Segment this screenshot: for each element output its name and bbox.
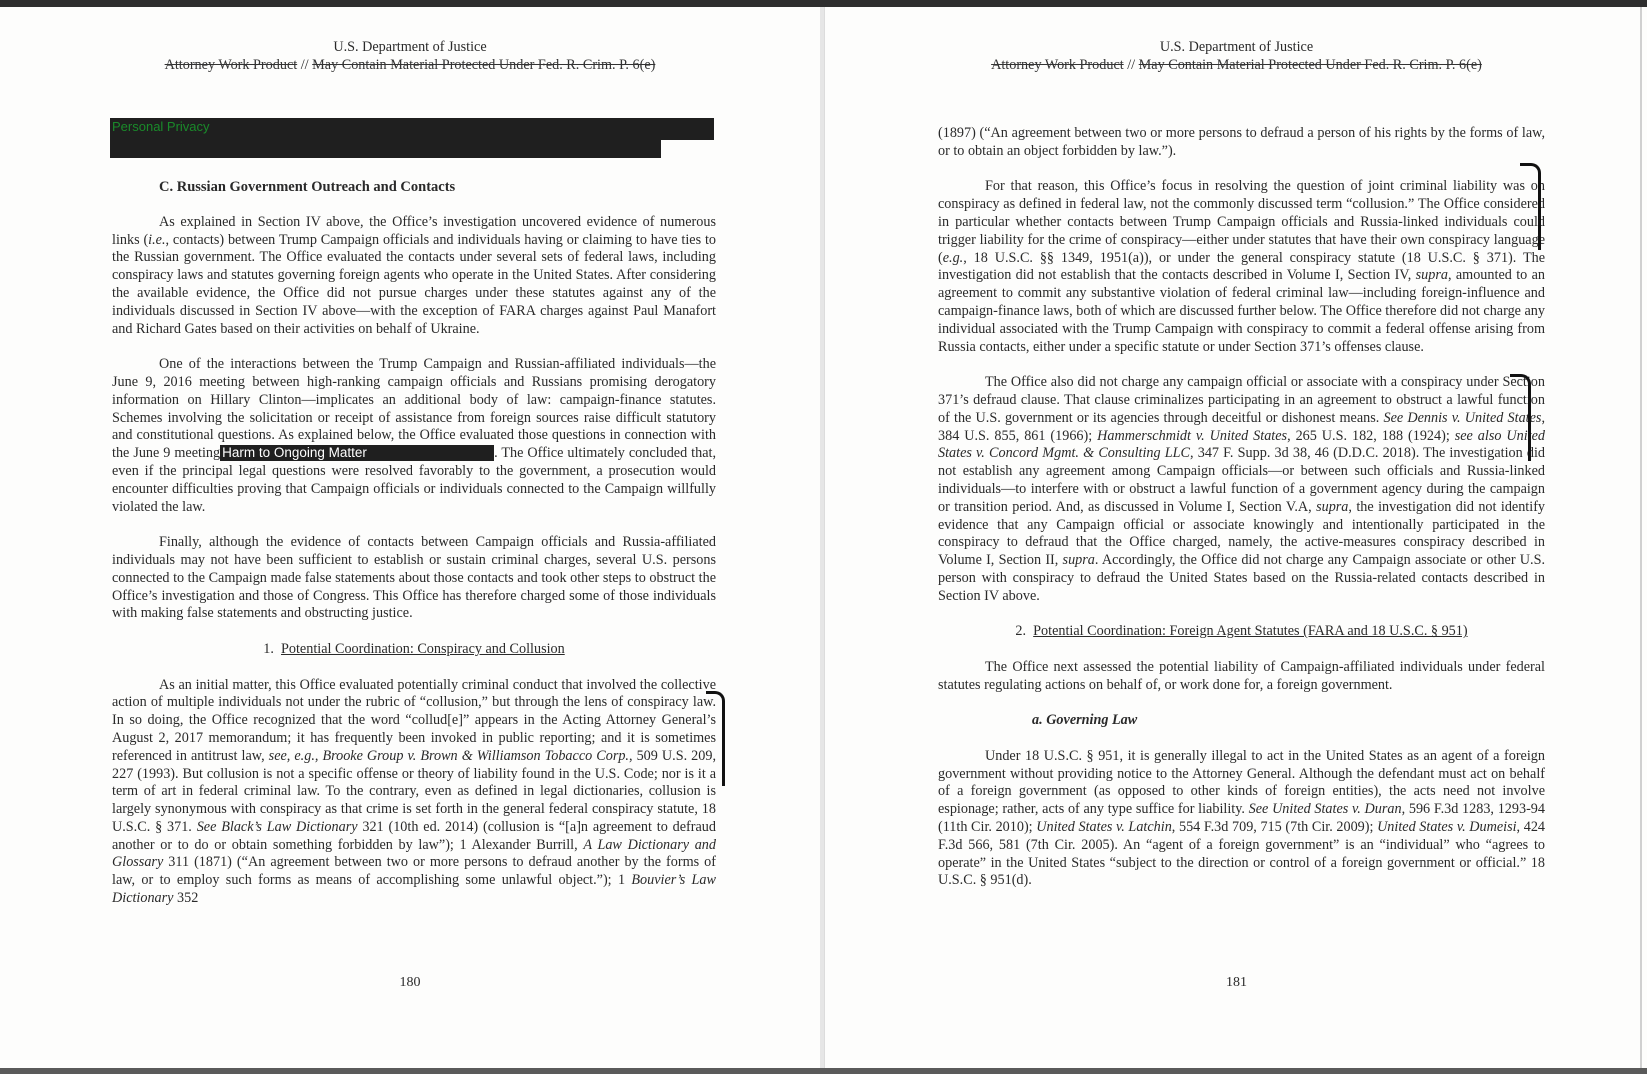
redaction-personal-privacy <box>110 118 714 158</box>
redaction-harm-to-ongoing-matter: Harm to Ongoing Matter <box>220 445 494 461</box>
paragraph: The Office next assessed the potential liability of Campaign-affiliated individuals under federal statutes regulating actions on behalf of, or work done for, a foreign government. <box>938 658 1545 693</box>
page-body <box>938 125 1545 890</box>
page-number: 181 <box>1226 975 1247 990</box>
paragraph: Finally, although the evidence of contacts between Campaign officials and Russia-affiliated individuals may not have been sufficient to establish or sustain criminal charges, several U.S. persons connected to the Campaign made false statements about those contacts and took other steps to obstruct the Office’s investigation and those of Congress. This Office has therefore charged some of those individuals with making false statements and obstructing justice. <box>112 534 716 622</box>
page-body <box>112 179 716 908</box>
subheading-governing-law: a. Governing Law <box>1032 712 1138 729</box>
viewer-bottom-bar <box>0 1068 1647 1074</box>
handwritten-bracket-annotation <box>1520 163 1541 250</box>
header-title: U.S. Department of Justice <box>1159 39 1314 55</box>
page-180 <box>0 7 820 1068</box>
subheading: 2. Potential Coordination: Foreign Agent Statutes (FARA and 18 U.S.C. § 951) <box>1015 623 1468 640</box>
header-marking: Attorney Work Product // May Contain Material Protected Under Fed. R. Crim. P. 6(e) <box>991 57 1482 73</box>
page-number: 180 <box>399 975 421 990</box>
section-title: C. Russian Government Outreach and Contacts <box>159 179 456 195</box>
page-header <box>0 38 820 74</box>
viewer-top-bar <box>0 0 1647 7</box>
header-title: U.S. Department of Justice <box>333 39 487 55</box>
paragraph: As explained in Section IV above, the Office’s investigation uncovered evidence of numerous links (i.e., contacts) between Trump Campaign officials and individuals having or claiming to have ties to the Russian government. The Office evaluated the contacts under several sets of federal laws, including conspiracy laws and statutes governing foreign agents who operate in the United States. After considering the available evidence, the Office did not pursue charges under these statutes against any of the individuals discussed in Section IV above—with the exception of FARA charges against Paul Manafort and Richard Gates based on their activities on behalf of Ukraine. <box>112 213 716 337</box>
paragraph: One of the interactions between the Trump Campaign and Russian-affiliated individuals—the June 9, 2016 meeting between high-ranking campaign officials and Russians promising derogatory information on Hillary Clinton—implicates an additional body of law: campaign-finance statutes. Schemes involving the solicitation or receipt of assistance from foreign sources raise difficult statutory and constitutional questions. As explained below, the Office evaluated those questions in connection with the June 9 meeting Harm to Ongoing Matter . The Office ultimately concluded that, even if the principal legal questions were resolved favorably to the government, a prosecution would encounter difficulties proving that Campaign officials or individuals connected to the Campaign willfully violated the law. <box>112 356 716 515</box>
paragraph: Under 18 U.S.C. § 951, it is generally illegal to act in the United States as an agent of a foreign government without providing notice to the Attorney General. Although the defendant must act on behalf of a foreign government (as opposed to other kinds of foreign entities), the acts need not involve espionage; rather, acts of any type suffice for liability. See United States v. Duran, 596 F.3d 1283, 1293-94 (11th Cir. 2010); United States v. Latchin, 554 F.3d 709, 715 (7th Cir. 2009); United States v. Dumeisi, 424 F.3d 566, 581 (7th Cir. 2005). An “agent of a foreign government” is an “individual” who “agrees to operate” in the United States “subject to the direction or control of a foreign government or official.” 18 U.S.C. § 951(d). <box>938 747 1546 889</box>
paragraph: (1897) (“An agreement between two or more persons to defraud a person of his rights by the forms of law, or to obtain an object forbidden by law.”). <box>938 125 1545 159</box>
paragraph: The Office also did not charge any campaign official or associate with a conspiracy under Section 371’s defraud clause. That clause criminalizes participating in an agreement to obstruct a lawful function of the U.S. government or its agencies through deceitful or dishonest means. See Dennis v. United States, 384 U.S. 855, 861 (1966); Hammerschmidt v. United States, 265 U.S. 182, 188 (1924); see also United States v. Concord Mgmt. & Consulting LLC, 347 F. Supp. 3d 38, 46 (D.D.C. 2018). The investigation did not establish any agreement among Campaign officials—or between such officials and Russia-linked individuals—to interfere with or obstruct a lawful function of a government agency during the campaign or transition period. And, as discussed in Volume I, Section V.A, supra, the investigation did not identify evidence that any Campaign official or associate knowingly and intentionally participated in the conspiracy to defraud that the Office charged, namely, the active-measures conspiracy described in Volume I, Section II, supra. Accordingly, the Office did not charge any Campaign associate or other U.S. person with conspiracy to defraud the United States based on the Russia-related contacts described in Section IV above. <box>938 374 1546 604</box>
paragraph: For that reason, this Office’s focus in resolving the question of joint criminal liability was on conspiracy as defined in federal law, not the commonly discussed term “collusion.” The Office considered in particular whether contacts between Trump Campaign officials and Russia-linked individuals could trigger liability for the crime of conspiracy—either under statutes that have their own conspiracy language (e.g., 18 U.S.C. §§ 1349, 1951(a)), or under the general conspiracy statute (18 U.S.C. § 371). The investigation did not establish that the contacts described in Volume I, Section IV, supra, amounted to an agreement to commit any substantive violation of federal criminal law—including foreign-influence and campaign-finance laws, both of which are discussed further below. The Office therefore did not charge any individual associated with the Trump Campaign with conspiracy to commit a federal offense arising from Russia contacts, either under a specific statute or under Section 371’s offenses clause. <box>938 178 1545 355</box>
handwritten-bracket-annotation <box>1510 374 1531 461</box>
page-edge <box>1640 7 1642 1068</box>
paragraph: As an initial matter, this Office evaluated potentially criminal conduct that involved the collective action of multiple individuals not under the rubric of “collusion,” but through the lens of conspiracy law. In so doing, the Office recognized that the word “collud[e]” appears in the Acting Attorney General’s August 2, 2017 memorandum; it has frequently been invoked in public reporting; and it is sometimes referenced in antitrust law, see, e.g., Brooke Group v. Brown & Williamson Tobacco Corp., 509 U.S. 209, 227 (1993). But collusion is not a specific offense or theory of liability found in the U.S. Code; nor is it a term of art in federal criminal law. To the contrary, even as defined in legal dictionaries, collusion is largely synonymous with conspiracy as that crime is set forth in the general federal conspiracy statute, 18 U.S.C. § 371. See Black’s Law Dictionary 321 (10th ed. 2014) (collusion is “[a]n agreement to defraud another or to do or obtain something forbidden by law”); 1 Alexander Burrill, A Law Dictionary and Glossary 311 (1871) (“An agreement between two or more persons to defraud another by the forms of law, or to employ such forms as means of accomplishing some unlawful object.”); 1 Bouvier’s Law Dictionary 352 <box>112 676 716 907</box>
header-marking: Attorney Work Product // May Contain Material Protected Under Fed. R. Crim. P. 6(e) <box>164 57 656 73</box>
subheading: 1. Potential Coordination: Conspiracy and Collusion <box>263 640 565 657</box>
page-header <box>825 38 1647 74</box>
handwritten-bracket-annotation <box>706 691 725 786</box>
redaction-label: Personal Privacy <box>112 119 210 134</box>
page-181 <box>824 7 1647 1068</box>
